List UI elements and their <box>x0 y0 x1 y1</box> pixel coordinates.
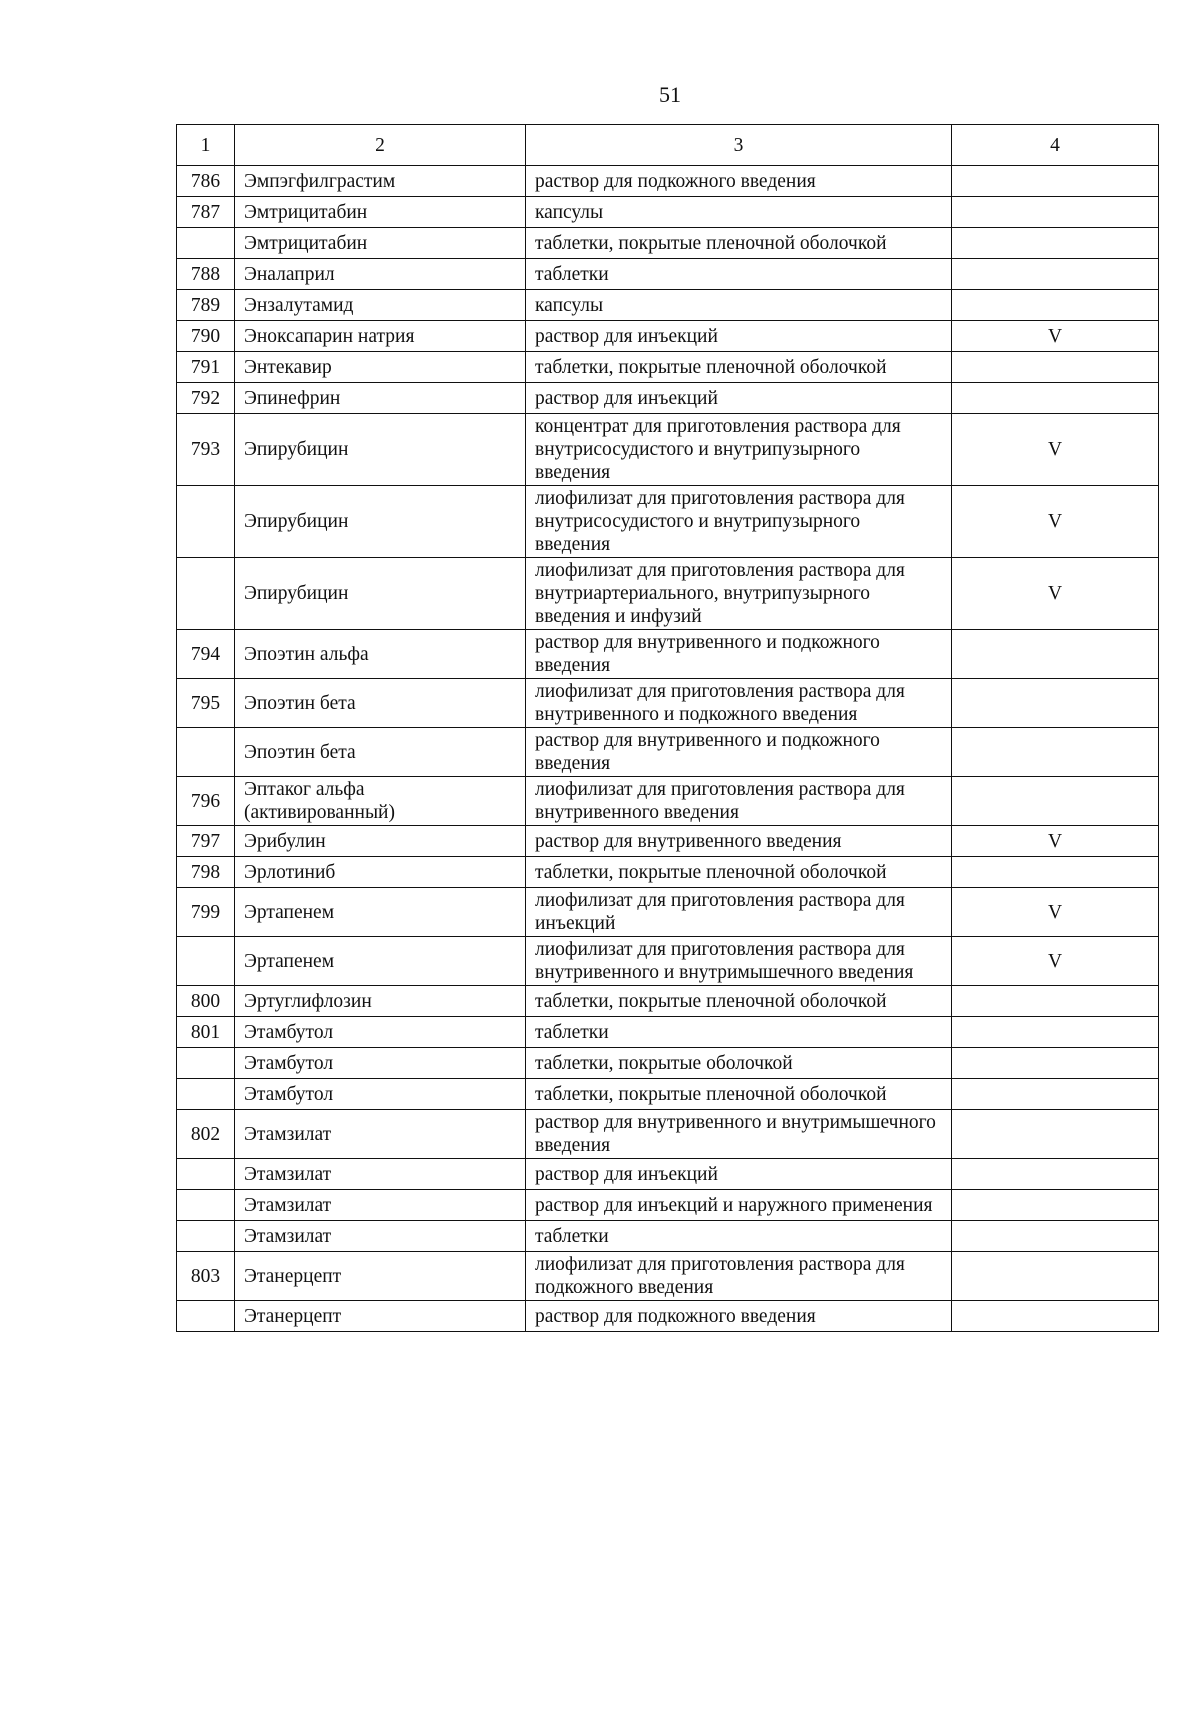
dosage-form-cell: таблетки, покрытые пленочной оболочкой <box>526 857 952 888</box>
drug-name-cell: Эптаког альфа (активированный) <box>235 777 526 826</box>
header-col-1: 1 <box>177 125 235 166</box>
mark-cell <box>952 1221 1159 1252</box>
mark-cell <box>952 1252 1159 1301</box>
table-row <box>177 679 1159 728</box>
row-number-cell: 796 <box>177 777 235 826</box>
mark-cell <box>952 1079 1159 1110</box>
mark-cell <box>952 383 1159 414</box>
drug-name-cell: Энтекавир <box>235 352 526 383</box>
mark-cell: V <box>952 558 1159 630</box>
row-number-cell: 789 <box>177 290 235 321</box>
table-row <box>177 857 1159 888</box>
row-number-cell <box>177 728 235 777</box>
dosage-form-cell: концентрат для приготовления раствора для внутрисосудистого и внутрипузырного введения <box>526 414 952 486</box>
drug-table <box>176 124 1159 1332</box>
dosage-form-cell: раствор для инъекций <box>526 1159 952 1190</box>
table-row <box>177 259 1159 290</box>
dosage-form-cell: лиофилизат для приготовления раствора для внутривенного введения <box>526 777 952 826</box>
row-number-cell: 787 <box>177 197 235 228</box>
mark-cell <box>952 1017 1159 1048</box>
table-row <box>177 1017 1159 1048</box>
dosage-form-cell: лиофилизат для приготовления раствора для внутривенного и подкожного введения <box>526 679 952 728</box>
row-number-cell: 802 <box>177 1110 235 1159</box>
table-row <box>177 826 1159 857</box>
drug-name-cell: Этамбутол <box>235 1017 526 1048</box>
mark-cell <box>952 166 1159 197</box>
mark-cell <box>952 352 1159 383</box>
dosage-form-cell: раствор для инъекций <box>526 321 952 352</box>
mark-cell <box>952 1048 1159 1079</box>
drug-name-cell: Этамзилат <box>235 1221 526 1252</box>
dosage-form-cell: таблетки, покрытые пленочной оболочкой <box>526 986 952 1017</box>
row-number-cell: 800 <box>177 986 235 1017</box>
table-row <box>177 383 1159 414</box>
row-number-cell <box>177 1221 235 1252</box>
table-row <box>177 937 1159 986</box>
row-number-cell: 803 <box>177 1252 235 1301</box>
drug-name-cell: Эпоэтин бета <box>235 728 526 777</box>
header-col-4: 4 <box>952 125 1159 166</box>
drug-name-cell: Эпирубицин <box>235 558 526 630</box>
drug-name-cell: Эмтрицитабин <box>235 228 526 259</box>
table-row <box>177 228 1159 259</box>
mark-cell <box>952 1190 1159 1221</box>
mark-cell: V <box>952 321 1159 352</box>
row-number-cell <box>177 228 235 259</box>
table-row <box>177 728 1159 777</box>
drug-name-cell: Этанерцепт <box>235 1301 526 1332</box>
table-row <box>177 1048 1159 1079</box>
page-number: 51 <box>659 82 681 107</box>
table-row <box>177 1252 1159 1301</box>
mark-cell <box>952 630 1159 679</box>
table-row <box>177 166 1159 197</box>
drug-name-cell: Эпинефрин <box>235 383 526 414</box>
mark-cell <box>952 197 1159 228</box>
mark-cell <box>952 1301 1159 1332</box>
row-number-cell: 795 <box>177 679 235 728</box>
dosage-form-cell: таблетки, покрытые пленочной оболочкой <box>526 1079 952 1110</box>
drug-name-cell: Эрлотиниб <box>235 857 526 888</box>
dosage-form-cell: раствор для внутривенного и внутримышечного введения <box>526 1110 952 1159</box>
drug-name-cell: Эрибулин <box>235 826 526 857</box>
drug-name-cell: Эмпэгфилграстим <box>235 166 526 197</box>
row-number-cell <box>177 1159 235 1190</box>
dosage-form-cell: раствор для внутривенного введения <box>526 826 952 857</box>
drug-name-cell: Эртуглифлозин <box>235 986 526 1017</box>
drug-name-cell: Эмтрицитабин <box>235 197 526 228</box>
dosage-form-cell: лиофилизат для приготовления раствора для внутриартериального, внутрипузырного введения и инфузий <box>526 558 952 630</box>
dosage-form-cell: раствор для подкожного введения <box>526 166 952 197</box>
table-row <box>177 630 1159 679</box>
dosage-form-cell: раствор для внутривенного и подкожного введения <box>526 728 952 777</box>
dosage-form-cell: лиофилизат для приготовления раствора для подкожного введения <box>526 1252 952 1301</box>
table-row <box>177 414 1159 486</box>
table-header <box>177 125 1159 166</box>
row-number-cell: 798 <box>177 857 235 888</box>
drug-name-cell: Этамбутол <box>235 1048 526 1079</box>
dosage-form-cell: таблетки <box>526 1221 952 1252</box>
drug-name-cell: Эналаприл <box>235 259 526 290</box>
table-row <box>177 1079 1159 1110</box>
dosage-form-cell: таблетки, покрытые оболочкой <box>526 1048 952 1079</box>
row-number-cell <box>177 1079 235 1110</box>
dosage-form-cell: таблетки <box>526 1017 952 1048</box>
row-number-cell: 797 <box>177 826 235 857</box>
mark-cell: V <box>952 486 1159 558</box>
drug-name-cell: Эпирубицин <box>235 486 526 558</box>
table-row <box>177 1110 1159 1159</box>
table-row <box>177 1221 1159 1252</box>
table-row <box>177 321 1159 352</box>
dosage-form-cell: раствор для инъекций и наружного применения <box>526 1190 952 1221</box>
dosage-form-cell: таблетки <box>526 259 952 290</box>
row-number-cell: 790 <box>177 321 235 352</box>
dosage-form-cell: капсулы <box>526 290 952 321</box>
mark-cell: V <box>952 414 1159 486</box>
mark-cell: V <box>952 937 1159 986</box>
drug-name-cell: Эноксапарин натрия <box>235 321 526 352</box>
row-number-cell: 788 <box>177 259 235 290</box>
drug-name-cell: Этамзилат <box>235 1110 526 1159</box>
drug-name-cell: Энзалутамид <box>235 290 526 321</box>
row-number-cell: 793 <box>177 414 235 486</box>
mark-cell <box>952 777 1159 826</box>
table-row <box>177 352 1159 383</box>
row-number-cell <box>177 1190 235 1221</box>
header-row <box>177 125 1159 166</box>
mark-cell: V <box>952 888 1159 937</box>
row-number-cell <box>177 937 235 986</box>
dosage-form-cell: капсулы <box>526 197 952 228</box>
row-number-cell: 786 <box>177 166 235 197</box>
dosage-form-cell: таблетки, покрытые пленочной оболочкой <box>526 228 952 259</box>
dosage-form-cell: раствор для внутривенного и подкожного введения <box>526 630 952 679</box>
mark-cell <box>952 1110 1159 1159</box>
drug-name-cell: Эпоэтин альфа <box>235 630 526 679</box>
mark-cell <box>952 986 1159 1017</box>
mark-cell <box>952 728 1159 777</box>
dosage-form-cell: лиофилизат для приготовления раствора для внутривенного и внутримышечного введения <box>526 937 952 986</box>
drug-name-cell: Эртапенем <box>235 888 526 937</box>
header-col-2: 2 <box>235 125 526 166</box>
mark-cell <box>952 679 1159 728</box>
mark-cell <box>952 857 1159 888</box>
dosage-form-cell: раствор для инъекций <box>526 383 952 414</box>
table-row <box>177 1301 1159 1332</box>
dosage-form-cell: лиофилизат для приготовления раствора для внутрисосудистого и внутрипузырного введения <box>526 486 952 558</box>
mark-cell <box>952 228 1159 259</box>
row-number-cell: 794 <box>177 630 235 679</box>
table-row <box>177 558 1159 630</box>
dosage-form-cell: раствор для подкожного введения <box>526 1301 952 1332</box>
row-number-cell: 791 <box>177 352 235 383</box>
row-number-cell <box>177 558 235 630</box>
table-row <box>177 486 1159 558</box>
drug-name-cell: Эпирубицин <box>235 414 526 486</box>
header-col-3: 3 <box>526 125 952 166</box>
table-row <box>177 197 1159 228</box>
row-number-cell: 801 <box>177 1017 235 1048</box>
table-body <box>177 166 1159 1332</box>
mark-cell: V <box>952 826 1159 857</box>
row-number-cell <box>177 1301 235 1332</box>
table-row <box>177 888 1159 937</box>
mark-cell <box>952 1159 1159 1190</box>
drug-name-cell: Эртапенем <box>235 937 526 986</box>
row-number-cell: 792 <box>177 383 235 414</box>
table-row <box>177 777 1159 826</box>
mark-cell <box>952 259 1159 290</box>
drug-name-cell: Этамбутол <box>235 1079 526 1110</box>
drug-name-cell: Эпоэтин бета <box>235 679 526 728</box>
dosage-form-cell: лиофилизат для приготовления раствора для инъекций <box>526 888 952 937</box>
table-row <box>177 1190 1159 1221</box>
table-row <box>177 1159 1159 1190</box>
table-row <box>177 290 1159 321</box>
row-number-cell <box>177 1048 235 1079</box>
drug-name-cell: Этанерцепт <box>235 1252 526 1301</box>
mark-cell <box>952 290 1159 321</box>
drug-name-cell: Этамзилат <box>235 1159 526 1190</box>
dosage-form-cell: таблетки, покрытые пленочной оболочкой <box>526 352 952 383</box>
table-row <box>177 986 1159 1017</box>
row-number-cell <box>177 486 235 558</box>
row-number-cell: 799 <box>177 888 235 937</box>
drug-name-cell: Этамзилат <box>235 1190 526 1221</box>
